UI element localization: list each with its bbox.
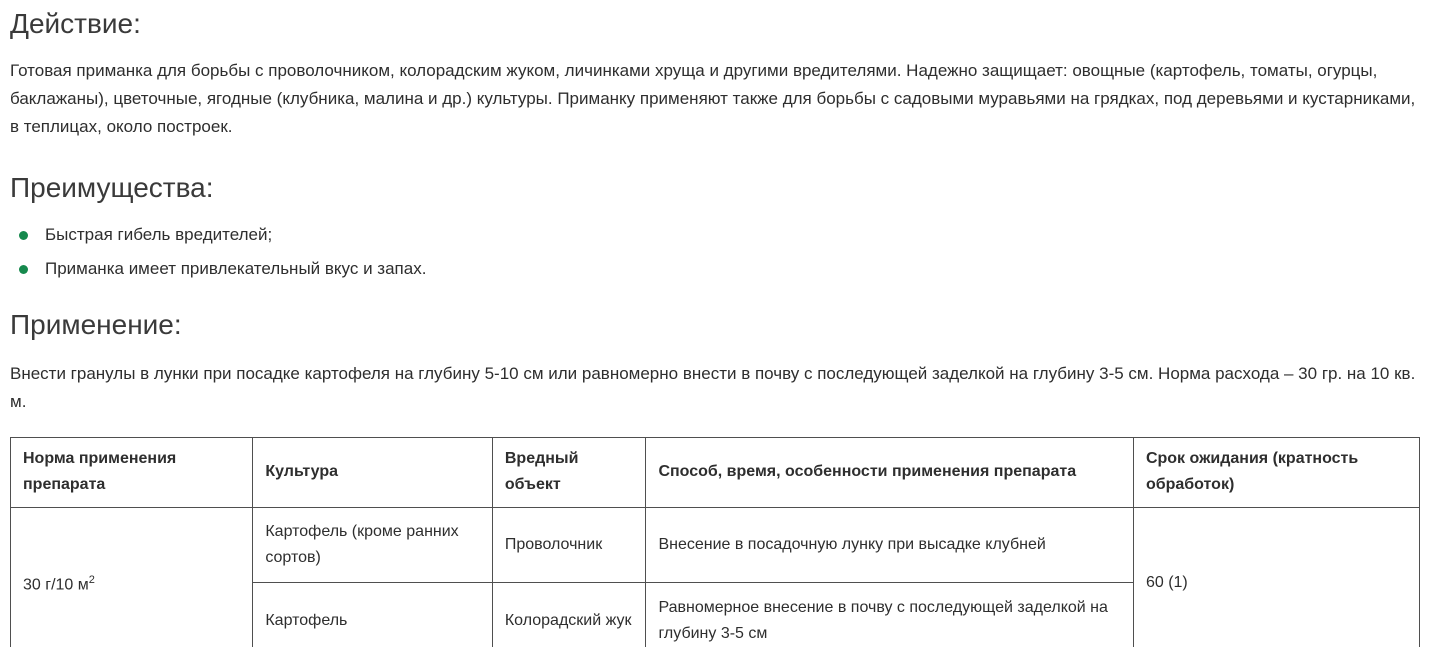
- list-item: [10, 224, 1420, 246]
- advantage-text: Быстрая гибель вредителей;: [45, 225, 273, 245]
- table-header-row: [11, 437, 1420, 507]
- header-culture: Культура: [253, 437, 493, 507]
- header-norm: Норма применения препарата: [11, 437, 253, 507]
- header-pest: Вредный объект: [492, 437, 646, 507]
- advantages-heading: Преимущества:: [10, 172, 214, 204]
- action-heading: Действие:: [10, 8, 141, 39]
- header-method: Способ, время, особенности применения препарата: [646, 437, 1134, 507]
- advantages-list: [10, 224, 1420, 280]
- action-paragraph: Готовая приманка для борьбы с проволочником, колорадским жуком, личинками хруща и другими вредителями. Надежно защищает: овощные (картофель, томаты, огурцы, баклажаны), цветочные, ягодные (клубника, малина и др.) культуры. Приманку применяют также для борьбы с садовыми муравьями на грядках, под деревьями и кустарниками, в теплицах, около построек.: [10, 61, 1416, 137]
- cell-culture: Картофель (кроме ранних сортов): [253, 507, 493, 582]
- advantage-text: Приманка имеет привлекательный вкус и запах.: [45, 259, 427, 279]
- cell-norm: 30 г/10 $м^2$: [11, 507, 253, 647]
- application-heading: Применение:: [10, 309, 182, 341]
- bullet-icon: [19, 231, 28, 240]
- superscript: 2: [88, 574, 95, 587]
- table-row: [11, 507, 1420, 582]
- application-table: [10, 437, 1420, 647]
- application-paragraph: Внести гранулы в лунки при посадке картофеля на глубину 5-10 см или равномерно внести в почву с последующей заделкой на глубину 3-5 см. Норма расхода – 30 гр. на 10 кв. м.: [10, 363, 1416, 411]
- list-item: [10, 258, 1420, 280]
- cell-pest: Колорадский жук: [492, 582, 646, 647]
- cell-waiting-period: 60 (1): [1133, 507, 1419, 647]
- bullet-icon: [19, 265, 28, 274]
- cell-method: Внесение в посадочную лунку при высадке клубней: [646, 507, 1134, 582]
- section-action: [10, 8, 1420, 141]
- cell-method: Равномерное внесение в почву с последующей заделкой на глубину 3-5 см: [646, 582, 1134, 647]
- section-advantages: [10, 172, 1420, 280]
- cell-pest: Проволочник: [492, 507, 646, 582]
- section-application: [10, 309, 1420, 415]
- cell-culture: Картофель: [253, 582, 493, 647]
- header-period: Срок ожидания (кратность обработок): [1133, 437, 1419, 507]
